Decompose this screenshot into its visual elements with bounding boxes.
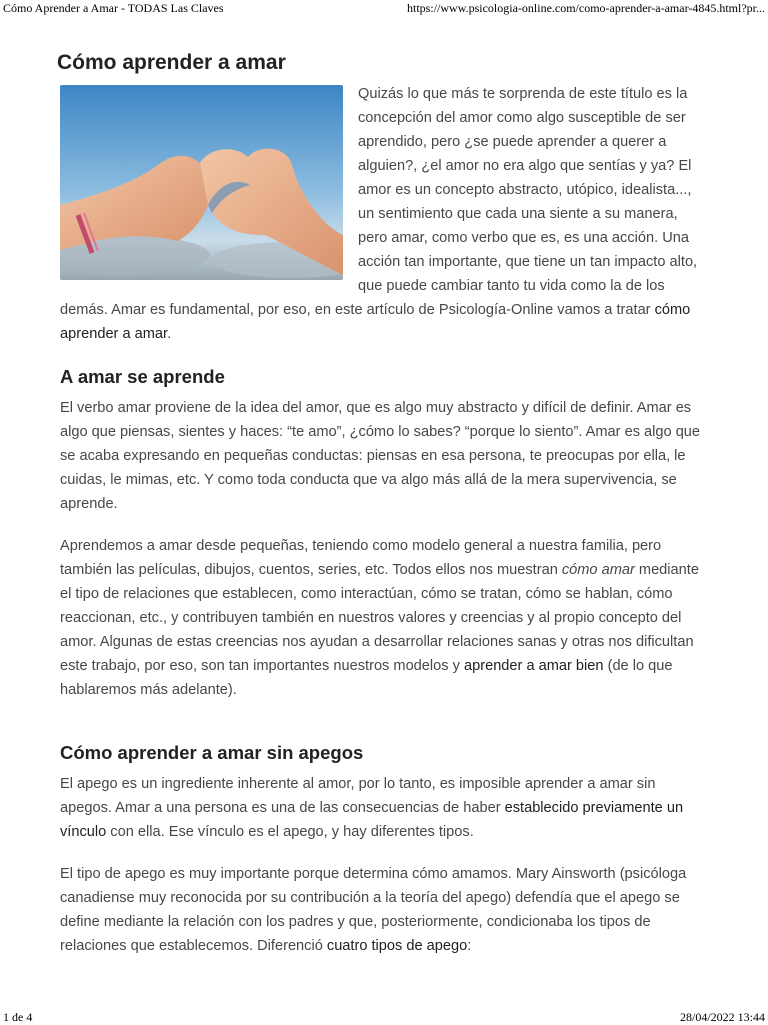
section1-paragraph-1: El verbo amar proviene de la idea del amor, que es algo muy abstracto y difícil de definir. Amar es algo que piensas, sientes y haces: “te amo”, ¿cómo lo sabes? “porque lo siento”. Amar es algo que se acaba expresando en pequeñas conductas: piensas en esa persona, te preocupas por ella, le cuidas, le mimas, etc. Y como toda conducta que va algo más allá de la mera supervivencia, se aprende. (60, 400, 701, 512)
article-title: Cómo aprender a amar (57, 51, 286, 74)
cuatro-tipos-de-apego-link[interactable]: cuatro tipos de apego (326, 938, 468, 954)
intro-link[interactable]: cómo aprender a amar (60, 302, 691, 342)
intro-block (60, 82, 708, 346)
section1-paragraph-2: Aprendemos a amar desde pequeñas, teniendo como modelo general a nuestra familia, pero también las películas, dibujos, cuentos, series, etc. Todos ellos nos muestran cómo amar mediante el tipo de relaciones que establecen, como interactúan, cómo se tratan, cómo se hablan, cómo reaccionan, etc., y contribuyen también en nuestros valores y creencias y al propio concepto del amor. Algunas de estas creencias nos ayudan a desarrollar relaciones sanas y otras nos dificultan este trabajo, por eso, son tan importantes nuestros modelos y aprender a amar bien (de lo que hablaremos más adelante). (60, 538, 699, 698)
vinculo-link[interactable]: establecido previamente un vínculo (60, 800, 684, 840)
intro-paragraph: Quizás lo que más te sorprenda de este título es la concepción del amor como algo susceptible de ser aprendido, pero ¿se puede aprender a querer a alguien?, ¿el amor no era algo que sentías y ya? El amor es un concepto abstracto, utópico, idealista..., un sentimiento que cada una siente a su manera, pero amar, como verbo que es, es una acción. Una acción tan importante, que tiene un tan impacto alto, que puede cambiar tanto tu vida como la de los demás. Amar es fundamental, por eso, en este artículo de Psicología-Online vamos a tratar cómo aprender a amar. (60, 86, 698, 342)
print-footer (0, 1007, 768, 1023)
print-datetime: 28/04/2022 13:44 (679, 1010, 765, 1024)
section-heading-a-amar-se-aprende: A amar se aprende (60, 366, 225, 387)
section2-paragraph-1: El apego es un ingrediente inherente al amor, por lo tanto, es imposible aprender a amar sin apegos. Amar a una persona es una de las consecuencias de haber establecido previamente un vínculo con ella. Ese vínculo es el apego, y hay diferentes tipos. (60, 776, 684, 840)
aprender-a-amar-bien-link[interactable]: aprender a amar bien (463, 658, 604, 674)
article (57, 48, 708, 958)
print-url: https://www.psicologia-online.com/como-aprender-a-amar-4845.html?pr... (407, 1, 765, 15)
section-heading-sin-apegos: Cómo aprender a amar sin apegos (60, 742, 364, 763)
page-number: 1 de 4 (3, 1010, 33, 1024)
print-doc-title: Cómo Aprender a Amar - TODAS Las Claves (3, 1, 224, 15)
heart-hands-photo (60, 85, 343, 280)
section2-paragraph-2: El tipo de apego es muy importante porque determina cómo amamos. Mary Ainsworth (psicóloga canadiense muy reconocida por su contribución a la teoría del apego) defendía que el apego se define mediante la relación con los padres y que, posteriormente, condicionaba los tipos de relaciones que establecemos. Diferenció cuatro tipos de apego: (60, 866, 687, 954)
print-header (0, 0, 768, 18)
